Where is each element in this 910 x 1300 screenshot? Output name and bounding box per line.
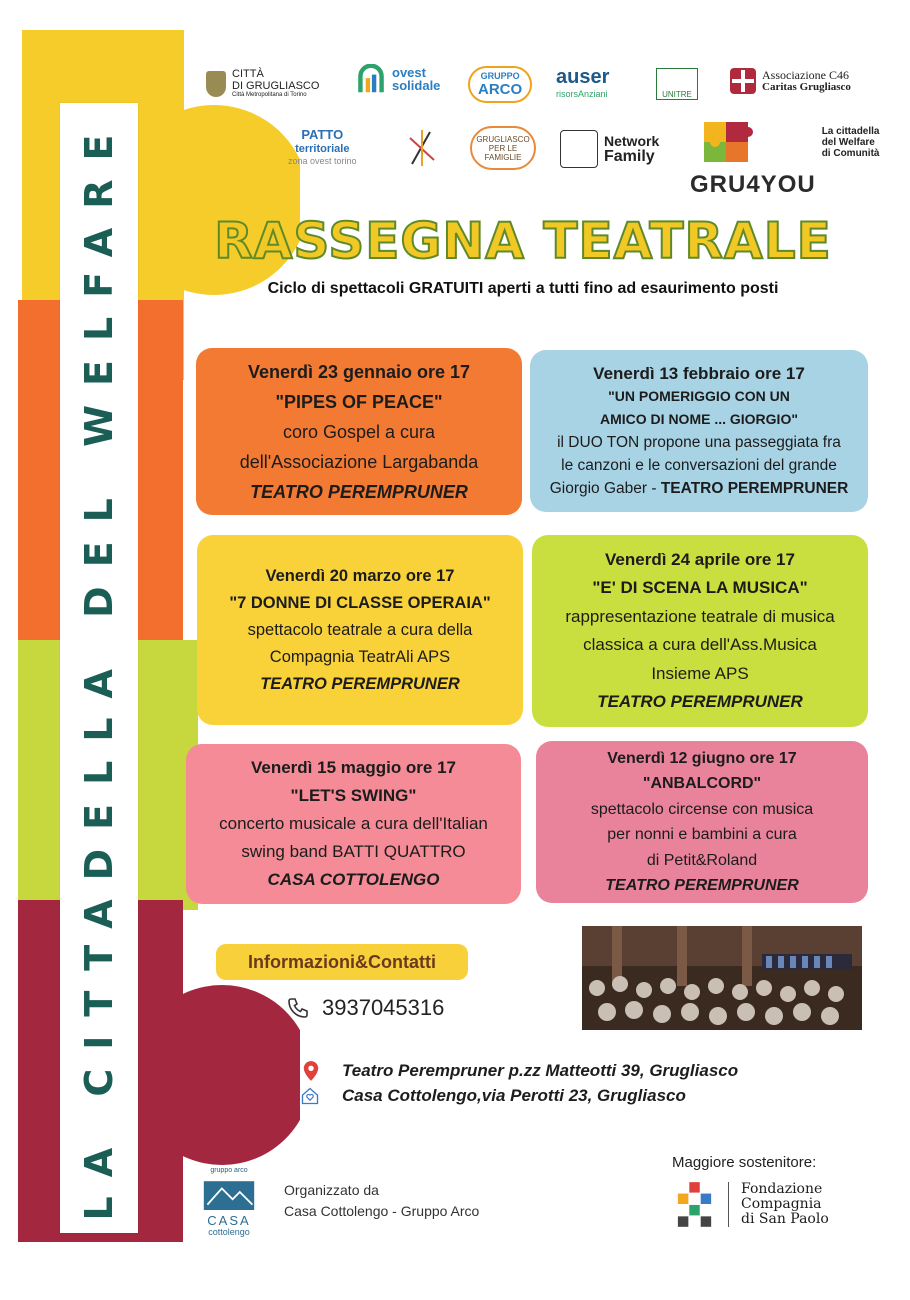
event-desc: per nonni e bambini a cura	[607, 826, 797, 843]
event-card	[196, 348, 522, 515]
gruppo-arco-logo	[468, 66, 532, 103]
ovest-line2: solidale	[392, 78, 441, 93]
event-title: "UN POMERIGGIO CON UN	[608, 388, 790, 404]
event-desc: dell'Associazione Largabanda	[239, 451, 479, 472]
event-venue: TEATRO PEREMPRUNER	[260, 674, 460, 693]
event-desc: Compagnia TeatrAli APS	[269, 647, 451, 666]
event-desc: swing band BATTI QUATTRO	[241, 842, 466, 861]
grugliasco-line1: CITTÀ	[232, 68, 264, 80]
event-desc: spettacolo teatrale a cura della	[247, 620, 473, 639]
event-desc: le canzoni e le conversazioni del grande	[561, 457, 837, 474]
home-heart-icon	[300, 1086, 320, 1106]
casa-top: gruppo arco	[210, 1167, 248, 1174]
address-cottolengo	[300, 1086, 686, 1106]
address-line: Casa Cottolengo,via Perotti 23, Grugliasco	[342, 1086, 686, 1105]
ovest-solidale-logo	[356, 64, 440, 94]
family-icon	[560, 130, 598, 168]
address-teatro	[300, 1060, 738, 1082]
gru4you-line2: del Welfare	[821, 137, 875, 148]
network-line1: Network	[604, 133, 660, 149]
phone-number[interactable]: 3937045316	[322, 995, 445, 1020]
event-date: Venerdì 24 aprile ore 17	[605, 549, 795, 569]
sponsor-line1: Fondazione	[741, 1180, 823, 1197]
audience-photo	[582, 926, 862, 1030]
event-date: Venerdì 15 maggio ore 17	[250, 758, 457, 777]
event-venue: CASA COTTOLENGO	[267, 870, 440, 889]
network-family-logo	[560, 130, 659, 168]
event-card	[532, 535, 868, 727]
ovest-line1: ovest	[392, 65, 426, 80]
event-desc: Insieme APS	[651, 663, 749, 683]
vertical-title: LA CITTADELLA DEL WELFARE	[77, 115, 121, 1221]
event-desc: concerto musicale a cura dell'Italian	[219, 814, 488, 833]
event-venue: TEATRO PEREMPRUNER	[250, 481, 468, 502]
gru4you-logo	[690, 120, 880, 199]
event-desc-line	[538, 477, 860, 500]
famiglie-text: GRUGLIASCO PER LE FAMIGLIE	[470, 126, 536, 170]
event-desc: di Petit&Roland	[646, 851, 758, 869]
event-card	[536, 741, 868, 903]
event-desc: classica a cura dell'Ass.Musica	[583, 635, 817, 654]
organizer	[284, 1180, 479, 1222]
gru4you-word: GRU4YOU	[690, 171, 816, 198]
org-name: Casa Cottolengo - Gruppo Arco	[284, 1203, 480, 1219]
event-title: "E' DI SCENA LA MUSICA"	[592, 578, 808, 597]
gru4you-line1: La cittadella	[821, 126, 880, 137]
casa-word: CASA	[207, 1213, 251, 1228]
page-title: RASSEGNA TEATRALE	[214, 212, 832, 270]
event-date: Venerdì 20 marzo ore 17	[265, 566, 455, 585]
casa-cottolengo-logo	[199, 1167, 259, 1237]
event-title: "7 DONNE DI CLASSE OPERAIA"	[229, 593, 491, 612]
event-desc: il DUO TON propone una passeggiata fra	[557, 434, 841, 451]
event-date: Venerdì 13 febbraio ore 17	[593, 364, 805, 383]
famiglie-logo	[470, 126, 536, 170]
unitre-text: UNITRE	[656, 68, 698, 100]
event-title: "PIPES OF PEACE"	[275, 391, 443, 412]
event-title: "ANBALCORD"	[642, 775, 762, 792]
house-icon	[199, 1174, 259, 1210]
arco-line2: ARCO	[478, 81, 523, 98]
patto-line2: territoriale	[295, 143, 350, 155]
gru4you-line3: di Comunità	[821, 148, 880, 159]
event-venue: TEATRO PEREMPRUNER	[597, 692, 803, 711]
event-venue: TEATRO PEREMPRUNER	[605, 877, 799, 894]
grugliasco-line3: Città Metropolitana di Torino	[232, 92, 307, 98]
event-desc: coro Gospel a cura	[282, 421, 436, 442]
sponsor-line3: di San Paolo	[741, 1210, 829, 1227]
event-desc: rappresentazione teatrale di musica	[565, 606, 835, 626]
event-card	[197, 535, 523, 725]
event-desc: spettacolo circense con musica	[590, 800, 814, 818]
casa-sub: cottolengo	[208, 1227, 250, 1237]
unitre-logo	[656, 68, 698, 100]
patto-line3: zona ovest torino	[288, 156, 357, 166]
auser-sub: risorsAnziani	[556, 89, 608, 99]
address-line: Teatro Perempruner p.zz Matteotti 39, Grugliasco	[342, 1061, 739, 1080]
network-line2: Family	[604, 148, 655, 165]
event-title: AMICO DI NOME ... GIORGIO"	[600, 411, 798, 427]
squares-icon	[676, 1180, 714, 1228]
grugliasco-line2: DI GRUGLIASCO	[232, 80, 320, 92]
grugliasco-logo	[206, 68, 319, 99]
event-card	[530, 350, 868, 512]
map-pin-icon	[302, 1060, 320, 1082]
org-label: Organizzato da	[284, 1182, 379, 1198]
sticks-icon	[402, 128, 442, 168]
event-desc: Giorgio Gaber -	[549, 480, 657, 497]
cross-icon	[730, 68, 756, 94]
puzzle-icon	[690, 120, 770, 166]
event-title: "LET'S SWING"	[290, 786, 417, 805]
sponsor-line2: Compagnia	[741, 1195, 822, 1212]
event-date: Venerdì 23 gennaio ore 17	[247, 361, 471, 382]
info-contacts-badge: Informazioni&Contatti	[216, 944, 468, 980]
event-card	[186, 744, 521, 904]
auser-text: auser	[556, 66, 610, 88]
caritas-line2: Caritas Grugliasco	[762, 81, 851, 93]
event-venue: TEATRO PEREMPRUNER	[660, 480, 849, 497]
caritas-line1: Associazione C46	[762, 68, 849, 82]
griff-logo	[402, 128, 442, 168]
patto-line1: PATTO	[301, 127, 344, 142]
sponsor-label: Maggiore sostenitore:	[672, 1154, 817, 1171]
crest-icon	[206, 71, 226, 97]
sponsor-logo	[676, 1180, 829, 1228]
phone-contact[interactable]	[286, 995, 444, 1021]
ovest-mark-icon	[356, 64, 386, 94]
arco-line1: GRUPPO	[480, 71, 520, 81]
page-subtitle: Ciclo di spettacoli GRATUITI aperti a tutti fino ad esaurimento posti	[267, 280, 779, 297]
caritas-logo	[730, 68, 851, 94]
event-date: Venerdì 12 giugno ore 17	[607, 749, 797, 767]
phone-icon	[286, 996, 310, 1020]
auser-logo	[556, 66, 609, 99]
patto-territoriale-logo	[288, 128, 357, 166]
